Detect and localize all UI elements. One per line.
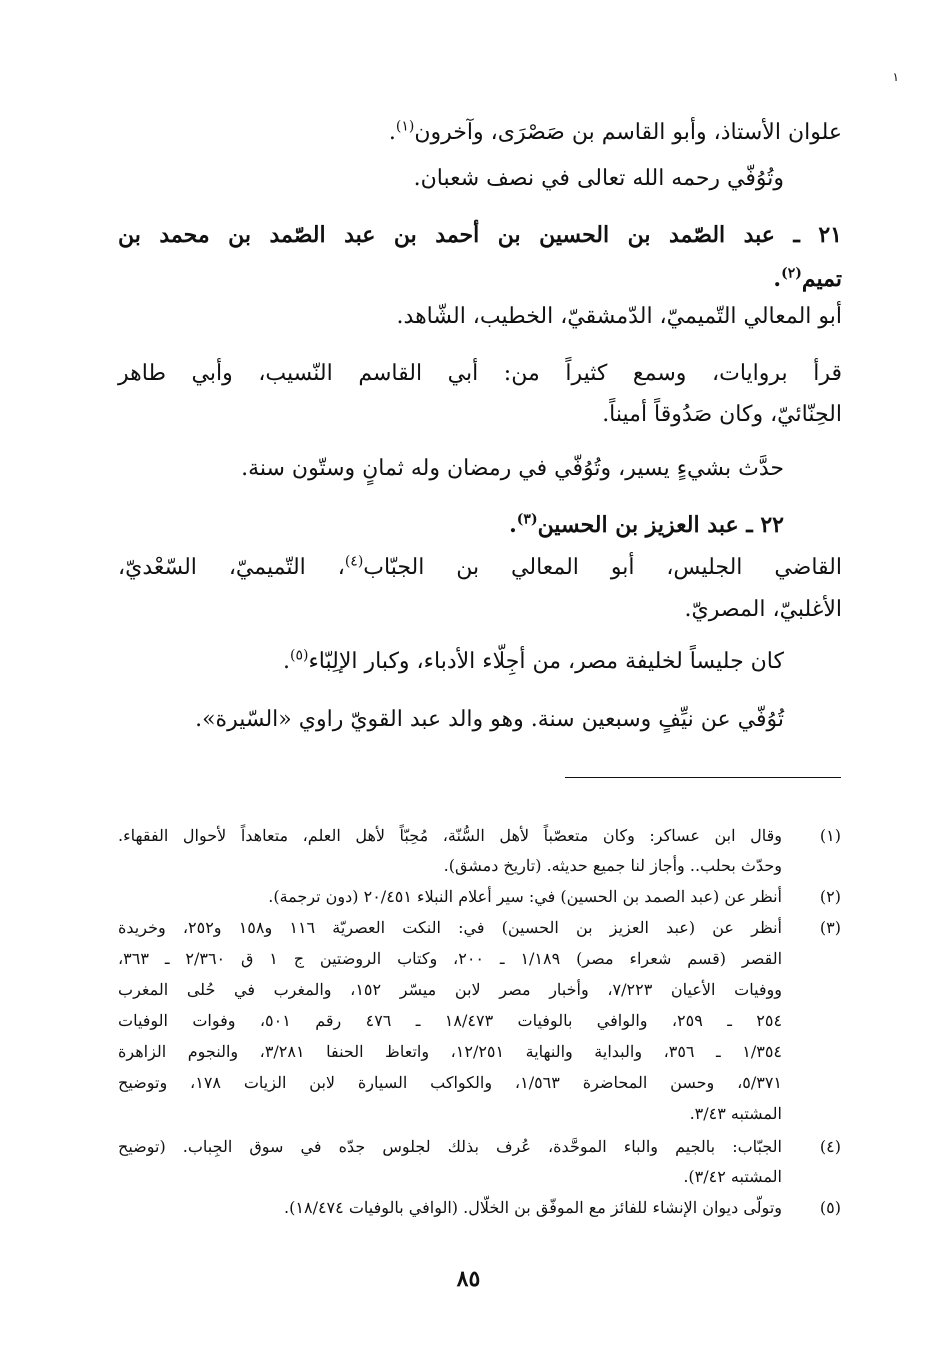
footnote-line: القصر (قسم شعراء مصر) ١/١٨٩ ـ ٢٠٠، وكتاب الروضتين ج ١ ق ٢/٣٦٠ ـ ٣٦٣،: [118, 949, 783, 968]
footnote-line: الجبّاب: بالجيم والباء الموحَّدة، عُرف بذلك لجلوس جدّه في سوق الجِباب. (توضيح: [118, 1137, 782, 1156]
text-line: علوان الأستاذ، وأبو القاسم بن صَصْرَى، وآخرون$^{(١)}$.: [388, 118, 842, 145]
footnote-ref: (٢): [781, 265, 802, 282]
footnote-ref: (١): [395, 118, 415, 135]
footnote-ref: (٥): [289, 647, 309, 664]
footnote-line: ٢٥٤ ـ ٢٥٩، والوافي بالوفيات ١٨/٤٧٣ ـ ٤٧٦ رقم ٥٠١، وفوات الوفيات: [118, 1011, 783, 1030]
text-line: أبو المعالي التّميميّ، الدّمشقيّ، الخطيب، الشّاهد.: [396, 304, 842, 329]
corner-mark: ١: [892, 70, 899, 84]
entry-heading: ٢٢ ـ عبد العزيز بن الحسين$^{(٣)}$.: [509, 511, 784, 538]
footnote-line: ووفيات الأعيان ٧/٢٢٣، وأخبار مصر لابن ميسّر ١٥٢، والمغرب في حُلى المغرب: [118, 980, 783, 999]
footnote-number: (٤): [819, 1137, 841, 1156]
text-line: تُوُفّي عن نيِّفٍ وسبعين سنة. وهو والد عبد القويّ راوي «السّيرة».: [195, 707, 784, 732]
entry-heading: ٢١ ـ عبد الصّمد بن الحسين بن أحمد بن عبد الصّمد بن محمد بن: [118, 222, 842, 248]
footnote-separator: [565, 777, 841, 778]
entry-heading: تميم$^{(٢)}$.: [773, 265, 842, 292]
page-number: ٨٥: [456, 1266, 481, 1292]
footnote-number: (١): [819, 826, 841, 845]
text-line: الأغلبيّ، المصريّ.: [684, 597, 842, 622]
footnote-line: وقال ابن عساكر: وكان متعصّباً لأهل السُّنّة، مُحِبّاً لأهل العلم، متعاهداً لأحوال الفقهاء.: [118, 826, 782, 845]
text-line: الحِنّائيّ، وكان صَدُوقاً أميناً.: [602, 402, 842, 427]
footnote-number: (٣): [819, 918, 841, 937]
footnote-line: وتولّى ديوان الإنشاء للفائز مع الموفّق بن الخلّال. (الوافي بالوفيات ١٨/٤٧٤).: [284, 1198, 782, 1217]
footnote-line: أنظر عن (عبد العزيز بن الحسين) في: النكت العصريّة ١١٦ و١٥٨ و٢٥٢، وخريدة: [118, 918, 782, 937]
text-line: وتُوُفّي رحمه الله تعالى في نصف شعبان.: [413, 166, 784, 191]
footnote-line: المشتبه ٣/٤٢).: [683, 1167, 782, 1186]
text-line: حدَّث بشيءٍ يسير، وتُوُفّي في رمضان وله ثمانٍ وستّون سنة.: [241, 456, 784, 481]
text-line: كان جليساً لخليفة مصر، من أجِلّاء الأدباء، وكبار الإلِبّاء$^{(٥)}$.: [282, 647, 784, 674]
text-line: القاضي الجليس، أبو المعالي بن الجبّاب$^{(٤)}$، التّميميّ، السّعْديّ،: [118, 553, 842, 580]
footnote-line: وحدّث بحلب.. وأجاز لنا جميع حديثه. (تاريخ دمشق).: [443, 856, 782, 875]
footnote-line: المشتبه ٣/٤٣.: [689, 1104, 782, 1123]
text-line: قرأ بروايات، وسمع كثيراً من: أبي القاسم النّسيب، وأبي طاهر: [118, 361, 842, 386]
footnote-number: (٢): [819, 887, 841, 906]
footnote-ref: (٤): [344, 553, 364, 570]
footnote-line: ٥/٣٧١، وحسن المحاضرة ١/٥٦٣، والكواكب السيارة لابن الزيات ١٧٨، وتوضيح: [118, 1073, 783, 1092]
footnote-number: (٥): [819, 1198, 841, 1217]
footnote-line: أنظر عن (عبد الصمد بن الحسين) في: سير أعلام النبلاء ٢٠/٤٥١ (دون ترجمة).: [268, 887, 782, 906]
footnote-line: ١/٣٥٤ ـ ٣٥٦، والبداية والنهاية ١٢/٢٥١، واتعاظ الحنفا ٣/٢٨١، والنجوم الزاهرة: [118, 1042, 782, 1061]
footnote-ref: (٣): [516, 511, 538, 528]
